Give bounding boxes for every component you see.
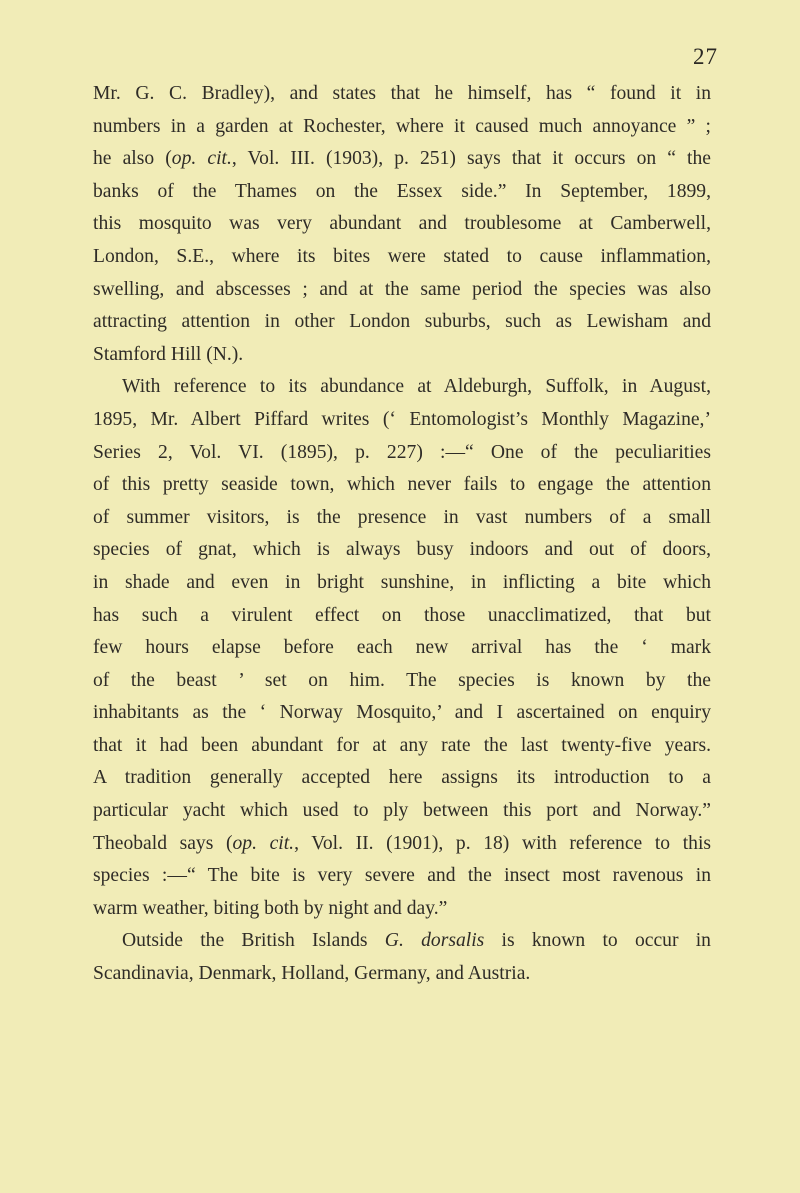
text-run: in shade and even in bright sunshine, in inflicting a bite which (93, 571, 711, 593)
text-line (93, 730, 711, 763)
text-line (93, 600, 711, 633)
text-line (93, 176, 711, 209)
italic-text: op. cit. (232, 832, 295, 854)
text-line (93, 339, 711, 372)
text-line (93, 78, 711, 111)
text-run: 1895, Mr. Albert Piffard writes (‘ Entomologist’s Monthly Magazine,’ (93, 408, 711, 430)
text-run: that it had been abundant for at any rate the last twenty-five years. (93, 734, 711, 756)
italic-text: G. dorsalis (384, 930, 485, 952)
text-run: With reference to its abundance at Aldeburgh, Suffolk, in August, (122, 376, 711, 398)
text-line (93, 274, 711, 307)
text-run: species :—“ The bite is very severe and the insect most ravenous in (93, 865, 711, 887)
text-run: is known to occur in (484, 930, 711, 952)
text-line (93, 534, 711, 567)
text-line (93, 437, 711, 470)
text-run: of summer visitors, is the presence in vast numbers of a small (93, 506, 711, 528)
text-line (93, 111, 711, 144)
text-run: , Vol. II. (1901), p. 18) with reference to this (294, 832, 712, 854)
text-run: , Vol. III. (1903), p. 251) says that it occurs on “ the (231, 148, 711, 170)
italic-text: op. cit. (171, 148, 232, 170)
text-run: A tradition generally accepted here assigns its introduction to a (93, 767, 711, 789)
text-line (93, 762, 711, 795)
text-run: Scandinavia, Denmark, Holland, Germany, and Austria. (93, 963, 531, 985)
text-line (93, 241, 711, 274)
text-run: Mr. G. C. Bradley), and states that he himself, has “ found it in (93, 83, 711, 104)
text-run: Stamford Hill (N.). (93, 343, 244, 365)
text-line (93, 567, 711, 600)
text-run: particular yacht which used to ply between this port and Norway.” (93, 800, 711, 822)
text-line (93, 404, 711, 437)
text-line (93, 371, 711, 404)
paragraph (93, 371, 711, 925)
text-line (93, 208, 711, 241)
text-run: swelling, and abscesses ; and at the same period the species was also (93, 278, 711, 300)
text-line (93, 925, 711, 958)
text-line (93, 697, 711, 730)
text-run: he also ( (93, 148, 172, 170)
text-line (93, 469, 711, 502)
text-line (93, 502, 711, 535)
text-run: Series 2, Vol. VI. (1895), p. 227) :—“ One of the peculiarities (93, 441, 711, 463)
page-number: 27 (693, 44, 718, 69)
text-run: inhabitants as the ‘ Norway Mosquito,’ and I ascertained on enquiry (93, 702, 711, 724)
text-run: Theobald says ( (93, 832, 233, 854)
paragraph (93, 78, 711, 371)
text-line (93, 828, 711, 861)
text-line (93, 860, 711, 893)
text-run: warm weather, biting both by night and day.” (93, 897, 448, 919)
text-run: few hours elapse before each new arrival has the ‘ mark (93, 637, 711, 659)
text-line (93, 306, 711, 339)
text-line (93, 958, 711, 991)
text-run: banks of the Thames on the Essex side.” In September, 1899, (93, 180, 711, 202)
text-run: species of gnat, which is always busy indoors and out of doors, (93, 539, 711, 561)
text-line (93, 795, 711, 828)
text-run: has such a virulent effect on those unacclimatized, that but (93, 604, 711, 626)
text-line (93, 665, 711, 698)
text-run: numbers in a garden at Rochester, where it caused much annoyance ” ; (93, 115, 711, 137)
body-text (93, 78, 711, 991)
text-run: this mosquito was very abundant and troublesome at Camberwell, (93, 213, 711, 235)
text-line (93, 893, 711, 926)
text-line (93, 632, 711, 665)
text-run: of this pretty seaside town, which never fails to engage the attention (93, 474, 711, 496)
text-run: of the beast ’ set on him. The species is known by the (93, 669, 711, 691)
text-run: London, S.E., where its bites were stated to cause inflammation, (93, 245, 711, 267)
text-line (93, 143, 711, 176)
paragraph (93, 925, 711, 990)
text-run: Outside the British Islands (122, 930, 385, 952)
text-run: attracting attention in other London suburbs, such as Lewisham and (93, 311, 711, 333)
